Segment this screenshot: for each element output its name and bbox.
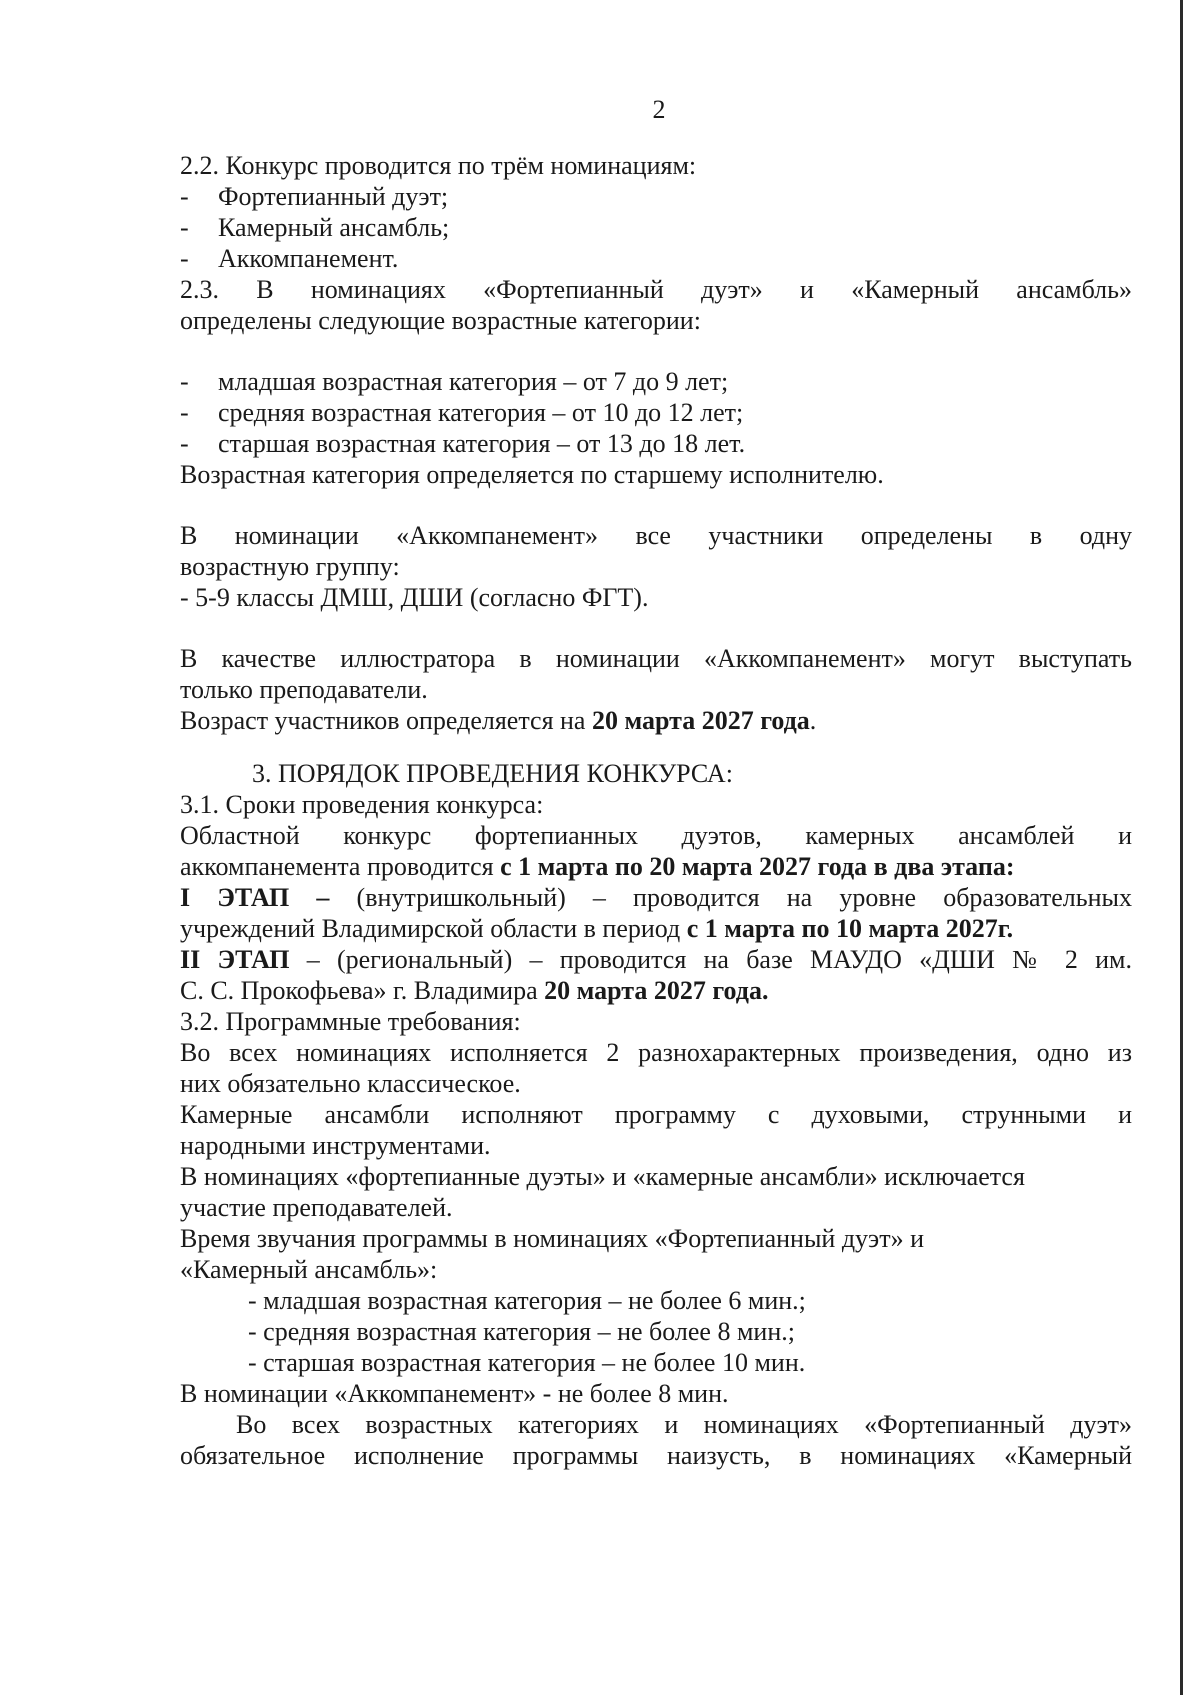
stage1-line2: учреждений Владимирской области в период с 1 марта по 10 марта 2027г. <box>180 914 1014 943</box>
req2-line1: Камерные ансамбли исполняют программу с духовыми, струнными и <box>180 1100 1132 1129</box>
accomp-line3: - 5-9 классы ДМШ, ДШИ (согласно ФГТ). <box>180 583 649 612</box>
list-item: - Фортепианный дуэт; <box>180 182 449 211</box>
list-item: - Камерный ансамбль; <box>180 213 450 242</box>
list-item: - младшая возрастная категория – от 7 до 9 лет; <box>180 367 729 396</box>
accomp-line2: возрастную группу: <box>180 552 400 581</box>
age-date-line: Возраст участников определяется на 20 марта 2027 года. <box>180 706 817 735</box>
stage2-line1: II ЭТАП – (региональный) – проводится на базе МАУДО «ДШИ № 2 им. <box>180 945 1132 974</box>
contest-line2: аккомпанемента проводится с 1 марта по 20 марта 2027 года в два этапа: <box>180 852 1015 881</box>
list-item: - Аккомпанемент. <box>180 244 399 273</box>
page-edge-line <box>1180 0 1183 1695</box>
list-item-text: средняя возрастная категория – от 10 до 12 лет; <box>218 398 744 427</box>
section-3-heading: 3. ПОРЯДОК ПРОВЕДЕНИЯ КОНКУРСА: <box>252 759 733 788</box>
req1-line1: Во всех номинациях исполняется 2 разнохарактерных произведения, одно из <box>180 1038 1132 1067</box>
age-date: 20 марта 2027 года <box>591 706 810 735</box>
list-item-text: старшая возрастная категория – от 13 до 18 лет. <box>218 429 746 458</box>
section-2-3-line1: 2.3. В номинациях «Фортепианный дуэт» и «Камерный ансамбль» <box>180 275 1132 304</box>
stage1-label: I ЭТАП – <box>180 883 330 912</box>
final-line1: Во всех возрастных категориях и номинациях «Фортепианный дуэт» <box>236 1410 1132 1439</box>
contest-line1: Областной конкурс фортепианных дуэтов, камерных ансамблей и <box>180 821 1132 850</box>
list-item-text: младшая возрастная категория – от 7 до 9 лет; <box>218 367 729 396</box>
stage2-label: II ЭТАП <box>180 945 290 974</box>
document-body <box>180 150 1132 1471</box>
list-item: - младшая возрастная категория – не более 6 мин.; <box>248 1286 806 1315</box>
page-number: 2 <box>652 95 666 124</box>
list-item-text: Камерный ансамбль; <box>218 213 450 242</box>
list-item: - старшая возрастная категория – не более 10 мин. <box>248 1348 806 1377</box>
final-line2: обязательное исполнение программы наизусть, в номинациях «Камерный <box>180 1441 1132 1470</box>
list-item: - средняя возрастная категория – не более 8 мин.; <box>248 1317 795 1346</box>
stage1-line1: I ЭТАП – (внутришкольный) – проводится на уровне образовательных <box>180 883 1132 912</box>
req3-line2: участие преподавателей. <box>180 1193 453 1222</box>
stage2-line2: С. С. Прокофьева» г. Владимира 20 марта 2027 года. <box>180 976 769 1005</box>
req2-line2: народными инструментами. <box>180 1131 491 1160</box>
time-line1: Время звучания программы в номинациях «Фортепианный дуэт» и <box>180 1224 924 1253</box>
list-item-text: Аккомпанемент. <box>218 244 399 273</box>
illustrator-line2: только преподаватели. <box>180 675 428 704</box>
list-item: - старшая возрастная категория – от 13 до 18 лет. <box>180 429 746 458</box>
accomp-time: В номинации «Аккомпанемент» - не более 8 мин. <box>180 1379 729 1408</box>
accomp-line1: В номинации «Аккомпанемент» все участники определены в одну <box>180 521 1132 550</box>
section-3-2-title: 3.2. Программные требования: <box>180 1007 521 1036</box>
req3-line1: В номинациях «фортепианные дуэты» и «камерные ансамбли» исключается <box>180 1162 1025 1191</box>
list-item-text: Фортепианный дуэт; <box>218 182 449 211</box>
illustrator-line1: В качестве иллюстратора в номинации «Аккомпанемент» могут выступать <box>180 644 1132 673</box>
req1-line2: них обязательно классическое. <box>180 1069 521 1098</box>
section-2-2-title: 2.2. Конкурс проводится по трём номинациям: <box>180 151 697 180</box>
section-2-3-line2: определены следующие возрастные категории: <box>180 306 701 335</box>
age-category-note: Возрастная категория определяется по старшему исполнителю. <box>180 460 884 489</box>
list-item: - средняя возрастная категория – от 10 до 12 лет; <box>180 398 744 427</box>
section-3-1-title: 3.1. Сроки проведения конкурса: <box>180 790 544 819</box>
time-line2: «Камерный ансамбль»: <box>180 1255 438 1284</box>
